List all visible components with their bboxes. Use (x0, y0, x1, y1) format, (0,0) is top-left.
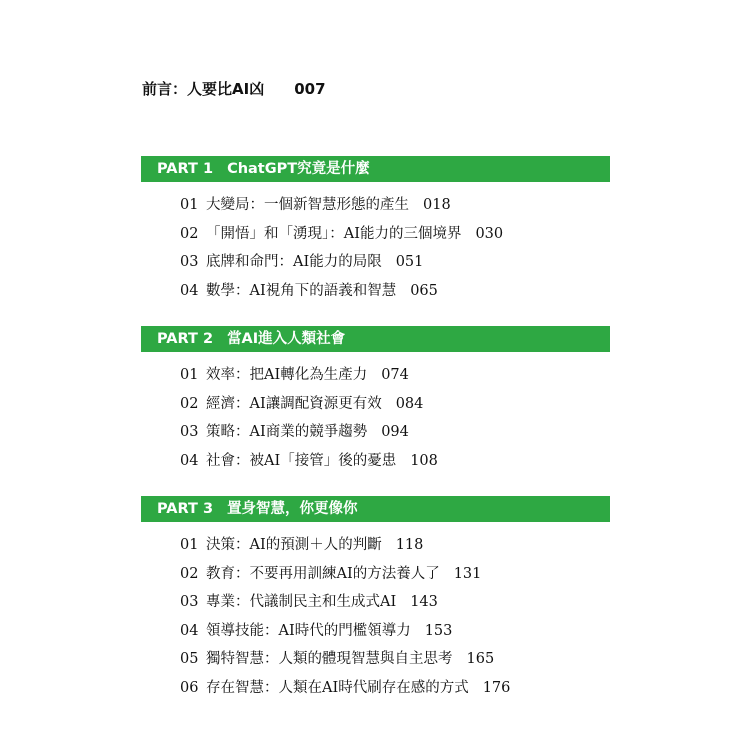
chapter-page: 143 (410, 594, 438, 610)
part-label: PART 2 (157, 331, 214, 347)
part-label: PART 3 (157, 501, 214, 517)
preface-page: 007 (294, 80, 326, 98)
chapter-title: 決策：AI的預測＋人的判斷 (206, 537, 382, 553)
chapter-page: 065 (410, 282, 438, 299)
chapter-number: 02 (180, 395, 199, 412)
chapter-page: 153 (424, 622, 453, 639)
chapter-title: 獨特智慧：人類的體現智慧與自主思考 (206, 651, 453, 667)
chapter-number: 05 (180, 651, 199, 667)
chapter-number: 01 (180, 197, 199, 213)
chapter-title: 經濟：AI讓調配資源更有效 (206, 395, 382, 412)
part-title: ChatGPT究竟是什麼 (227, 161, 370, 177)
chapter-number: 04 (180, 452, 199, 469)
chapter-title: 社會：被AI「接管」後的憂患 (206, 452, 397, 469)
chapter-entry (180, 191, 503, 220)
preface-entry (142, 78, 326, 99)
chapter-entry (180, 277, 503, 306)
chapter-entry (180, 418, 438, 447)
chapter-page: 108 (410, 452, 438, 469)
chapter-number: 03 (180, 254, 199, 270)
chapter-number: 01 (180, 537, 199, 553)
chapter-number: 03 (180, 424, 199, 440)
chapter-page: 051 (395, 254, 424, 270)
chapter-number: 03 (180, 594, 199, 610)
chapter-page: 084 (395, 395, 424, 412)
part-header-2 (141, 326, 610, 352)
chapter-page: 030 (475, 225, 504, 242)
chapter-number: 02 (180, 225, 199, 242)
chapter-entry (180, 390, 438, 419)
chapter-title: 專業：代議制民主和生成式AI (206, 594, 397, 610)
chapter-title: 大變局：一個新智慧形態的產生 (206, 197, 409, 213)
chapter-number: 04 (180, 622, 199, 639)
chapter-entry (180, 674, 510, 703)
chapter-entry (180, 645, 510, 674)
chapter-page: 074 (381, 367, 409, 383)
chapter-title: 效率：把AI轉化為生產力 (206, 367, 368, 383)
chapter-entry (180, 447, 438, 476)
chapter-title: 數學：AI視角下的語義和智慧 (206, 282, 397, 299)
chapter-number: 06 (180, 679, 199, 696)
chapter-entry (180, 560, 510, 589)
chapter-title: 教育：不要再用訓練AI的方法養人了 (206, 565, 440, 582)
chapter-page: 176 (482, 679, 511, 696)
chapter-title: 底牌和命門：AI能力的局限 (206, 254, 382, 270)
chapter-number: 01 (180, 367, 199, 383)
part-label: PART 1 (157, 161, 214, 177)
chapter-title: 策略：AI商業的競爭趨勢 (206, 424, 368, 440)
chapter-entry (180, 588, 510, 617)
chapter-page: 094 (381, 424, 409, 440)
chapter-number: 02 (180, 565, 199, 582)
part-header-1 (141, 156, 610, 182)
chapter-list-part-3 (180, 531, 510, 702)
chapter-title: 「開悟」和「湧現」：AI能力的三個境界 (206, 225, 462, 242)
part-header-3 (141, 496, 610, 522)
part-title: 當AI進入人類社會 (227, 331, 346, 347)
chapter-page: 165 (466, 651, 495, 667)
chapter-title: 領導技能：AI時代的門檻領導力 (206, 622, 411, 639)
chapter-page: 018 (423, 197, 451, 213)
chapter-page: 118 (395, 537, 424, 553)
chapter-number: 04 (180, 282, 199, 299)
chapter-entry (180, 220, 503, 249)
chapter-entry (180, 617, 510, 646)
chapter-title: 存在智慧：人類在AI時代刷存在感的方式 (206, 679, 469, 696)
chapter-entry (180, 248, 503, 277)
chapter-entry (180, 531, 510, 560)
chapter-list-part-2 (180, 361, 438, 475)
chapter-entry (180, 361, 438, 390)
part-title: 置身智慧，你更像你 (227, 501, 358, 517)
preface-title: 前言：人要比AI凶 (142, 80, 265, 98)
chapter-list-part-1 (180, 191, 503, 305)
chapter-page: 131 (453, 565, 482, 582)
